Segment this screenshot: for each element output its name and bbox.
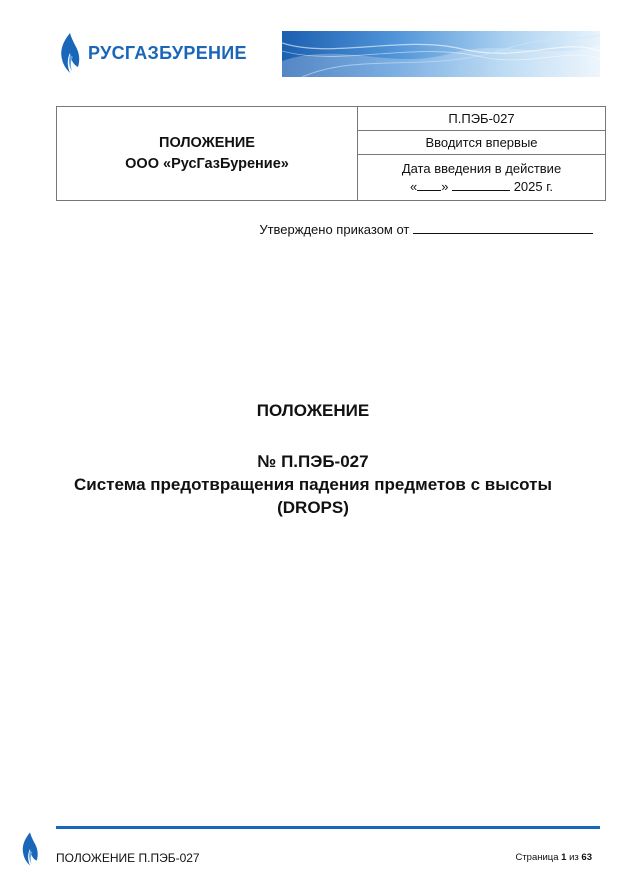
effective-date-label: Дата введения в действие (401, 160, 562, 176)
document-number: № П.ПЭБ-027 (257, 452, 369, 471)
approval-label: Утверждено приказом от (259, 222, 410, 237)
subtitle-line-2: (DROPS) (277, 498, 349, 517)
document-info-table (56, 106, 606, 201)
approval-line (259, 221, 593, 237)
document-org-cell (57, 107, 358, 201)
subtitle-line-1: Система предотвращения падения предметов с высоты (73, 475, 552, 494)
footer-doc-label: ПОЛОЖЕНИЕ П.ПЭБ-027 (56, 851, 200, 865)
doc-type-label: ПОЛОЖЕНИЕ (159, 134, 255, 151)
doc-code-cell: П.ПЭБ-027 (358, 107, 606, 131)
header-banner-image (282, 31, 600, 77)
approval-blank (413, 221, 593, 234)
doc-status-cell: Вводится впервые (358, 131, 606, 155)
flame-logo-icon (58, 33, 82, 73)
effective-date-cell (358, 155, 606, 201)
footer-divider (56, 826, 600, 829)
logo-text: РУСГАЗБУРЕНИЕ (88, 42, 247, 63)
page-number: Страница 1 из 63 (515, 852, 592, 863)
footer-flame-icon (20, 832, 40, 866)
effective-date-value: « » 2025 г. (409, 178, 554, 194)
document-subtitle (0, 473, 626, 519)
document-title: ПОЛОЖЕНИЕ (256, 401, 370, 420)
company-logo (58, 33, 247, 73)
org-name-label: ООО «РусГазБурение» (125, 155, 289, 172)
